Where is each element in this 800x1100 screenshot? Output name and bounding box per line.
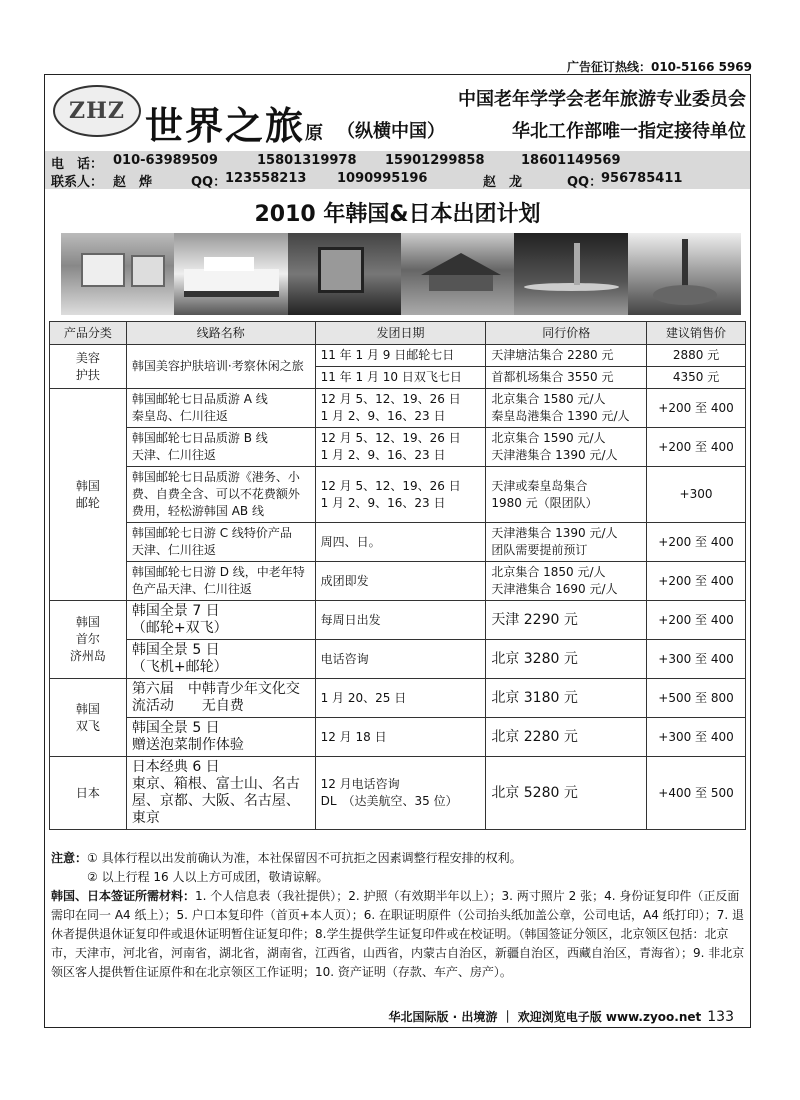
suggest-cell: +400 至 500 (647, 757, 746, 830)
date-cell: 12 月 5、12、19、26 日 1 月 2、9、16、23 日 (315, 389, 486, 428)
category-cell: 日本 (50, 757, 127, 830)
phone-3: 15901299858 (385, 153, 485, 168)
route-cell: 韩国邮轮七日品质游 A 线 秦皇岛、仁川往返 (126, 389, 315, 428)
photo-city-garden (628, 233, 741, 315)
notes-label: 注意： (51, 851, 88, 865)
header (45, 75, 750, 151)
price-cell: 北京 2280 元 (486, 718, 647, 757)
page-footer (388, 1008, 734, 1025)
phone-4: 18601149569 (521, 153, 621, 168)
price-cell: 北京 5280 元 (486, 757, 647, 830)
route-cell: 韩国全景 5 日 （飞机+邮轮） (126, 640, 315, 679)
route-cell: 韩国美容护肤培训·考察休闲之旅 (126, 345, 315, 389)
brand-sub: （纵横中国） (337, 121, 445, 142)
price-cell: 首都机场集合 3550 元 (486, 367, 647, 389)
date-cell: 12 月电话咨询 DL （达美航空、35 位） (315, 757, 486, 830)
phone-1: 010-63989509 (113, 153, 218, 168)
qq-label-1: QQ： (191, 175, 227, 190)
date-cell: 11 年 1 月 9 日邮轮七日 (315, 345, 486, 367)
table-row (50, 428, 746, 467)
suggest-cell: +300 至 400 (647, 640, 746, 679)
col-header-date: 发团日期 (315, 322, 486, 345)
table-row (50, 718, 746, 757)
visa-requirements (51, 887, 745, 982)
suggest-cell: 2880 元 (647, 345, 746, 367)
date-cell: 11 年 1 月 10 日双飞七日 (315, 367, 486, 389)
price-cell: 北京 3280 元 (486, 640, 647, 679)
price-cell: 天津 2290 元 (486, 601, 647, 640)
table-row (50, 562, 746, 601)
price-cell: 天津港集合 1390 元/人 团队需要提前预订 (486, 523, 647, 562)
category-cell: 美容 护扶 (50, 345, 127, 389)
route-cell: 韩国邮轮七日品质游 B 线 天津、仁川往返 (126, 428, 315, 467)
suggest-cell: +200 至 400 (647, 428, 746, 467)
table-row (50, 757, 746, 830)
table-row (50, 523, 746, 562)
person-1: 赵 烨 (113, 175, 153, 190)
qq-label-2: QQ： (567, 175, 603, 190)
qq-3: 956785411 (601, 171, 683, 186)
category-cell: 韩国 首尔 济州岛 (50, 601, 127, 679)
price-cell: 北京集合 1850 元/人 天津港集合 1690 元/人 (486, 562, 647, 601)
table-row (50, 345, 746, 367)
note-1 (51, 849, 745, 868)
ad-hotline: 广告征订热线：010-5166 5969 (566, 60, 752, 74)
col-header-price: 同行价格 (486, 322, 647, 345)
visa-text: 1. 个人信息表（我社提供）；2. 护照（有效期半年以上）；3. 两寸照片 2 张；4. 身份证复印件（正反面需印在同一 A4 纸上）；5. 户口本复印件（首页+本人页）；6. 在职证明原件（公司抬头纸加盖公章，公司电话，A4 纸打印）；7. 退休者提供退休证复印件或退休证明暂住证复印件；8.学生提供学生证复印件或在校证明。（韩国签证分领区，北京领区包括：北京市，天津市，河北省，河南省，湖北省，湖南省，江西省，山西省，内蒙古自治区，新疆自治区，西藏自治区，青海省）；9. 非北京领区客人提供暂住证原件和在北京领区工作证明；10. 资产证明（存款、车产、房产）。 (51, 889, 745, 979)
photo-cabin-room (61, 233, 174, 315)
route-cell: 日本经典 6 日 東京、箱根、富士山、名古屋、京都、大阪、名古屋、東京 (126, 757, 315, 830)
suggest-cell: +300 (647, 467, 746, 523)
suggest-cell: +200 至 400 (647, 523, 746, 562)
phone-label: 电 话： (51, 157, 104, 172)
suggest-cell: +200 至 400 (647, 601, 746, 640)
suggest-cell: +300 至 400 (647, 718, 746, 757)
route-cell: 韩国全景 7 日 （邮轮+双飞） (126, 601, 315, 640)
brand-small: 原 (305, 123, 326, 144)
price-cell: 北京集合 1580 元/人 秦皇岛港集合 1390 元/人 (486, 389, 647, 428)
association-line-2: 华北工作部唯一指定接待单位 (512, 121, 746, 142)
price-cell: 天津塘沽集合 2280 元 (486, 345, 647, 367)
photo-cruise-ship (174, 233, 287, 315)
table-row (50, 640, 746, 679)
qq-2: 1090995196 (337, 171, 428, 186)
date-cell: 12 月 5、12、19、26 日 1 月 2、9、16、23 日 (315, 467, 486, 523)
notes-section (51, 849, 745, 982)
table-row (50, 679, 746, 718)
phone-2: 15801319978 (257, 153, 357, 168)
ad-frame (44, 74, 751, 1028)
association-line-1: 中国老年学学会老年旅游专业委员会 (458, 89, 746, 110)
date-cell: 12 月 5、12、19、26 日 1 月 2、9、16、23 日 (315, 428, 486, 467)
table-row (50, 389, 746, 428)
suggest-cell: 4350 元 (647, 367, 746, 389)
note-2: ② 以上行程 16 人以上方可成团，敬请谅解。 (87, 870, 329, 884)
person-2: 赵 龙 (483, 175, 523, 190)
col-header-category: 产品分类 (50, 322, 127, 345)
route-cell: 韩国邮轮七日游 D 线，中老年特色产品天津、仁川往返 (126, 562, 315, 601)
suggest-cell: +500 至 800 (647, 679, 746, 718)
zhz-logo: ZHZ (53, 85, 141, 137)
date-cell: 每周日出发 (315, 601, 486, 640)
route-cell: 第六届 中韩青少年文化交流活动 无自费 (126, 679, 315, 718)
suggest-cell: +200 至 400 (647, 562, 746, 601)
photo-night-bridge (514, 233, 627, 315)
route-cell: 韩国全景 5 日 赠送泡菜制作体验 (126, 718, 315, 757)
date-cell: 12 月 18 日 (315, 718, 486, 757)
tour-plan-table (49, 321, 746, 830)
price-cell: 天津或秦皇岛集合 1980 元（限团队） (486, 467, 647, 523)
photo-strip (61, 233, 741, 315)
price-cell: 北京 3180 元 (486, 679, 647, 718)
brand-title: 世界之旅 (145, 103, 306, 148)
qq-1: 123558213 (225, 171, 307, 186)
price-cell: 北京集合 1590 元/人 天津港集合 1390 元/人 (486, 428, 647, 467)
photo-ship-interior (288, 233, 401, 315)
category-cell: 韩国 双飞 (50, 679, 127, 757)
footer-text: 华北国际版 · 出境游 ｜ 欢迎浏览电子版 www.zyoo.net (388, 1010, 702, 1024)
visa-label: 韩国、日本签证所需材料： (51, 889, 196, 903)
date-cell: 成团即发 (315, 562, 486, 601)
contact-bar (45, 151, 750, 189)
table-row (50, 601, 746, 640)
date-cell: 周四、日。 (315, 523, 486, 562)
person-label: 联系人： (51, 175, 104, 190)
table-row (50, 467, 746, 523)
brand-name (145, 95, 325, 150)
suggest-cell: +200 至 400 (647, 389, 746, 428)
category-cell: 韩国 邮轮 (50, 389, 127, 601)
page-number: 133 (707, 1009, 734, 1025)
date-cell: 1 月 20、25 日 (315, 679, 486, 718)
date-cell: 电话咨询 (315, 640, 486, 679)
note-1-text: ① 具体行程以出发前确认为准，本社保留因不可抗拒之因素调整行程安排的权利。 (87, 851, 522, 865)
photo-korean-palace (401, 233, 514, 315)
page-title: 2010 年韩国&日本出团计划 (254, 202, 541, 227)
col-header-suggest: 建议销售价 (647, 322, 746, 345)
route-cell: 韩国邮轮七日游 C 线特价产品 天津、仁川往返 (126, 523, 315, 562)
table-header-row (50, 322, 746, 345)
route-cell: 韩国邮轮七日品质游《港务、小费、自费全含、可以不花费额外费用，轻松游韩国 AB 线 (126, 467, 315, 523)
col-header-route: 线路名称 (126, 322, 315, 345)
